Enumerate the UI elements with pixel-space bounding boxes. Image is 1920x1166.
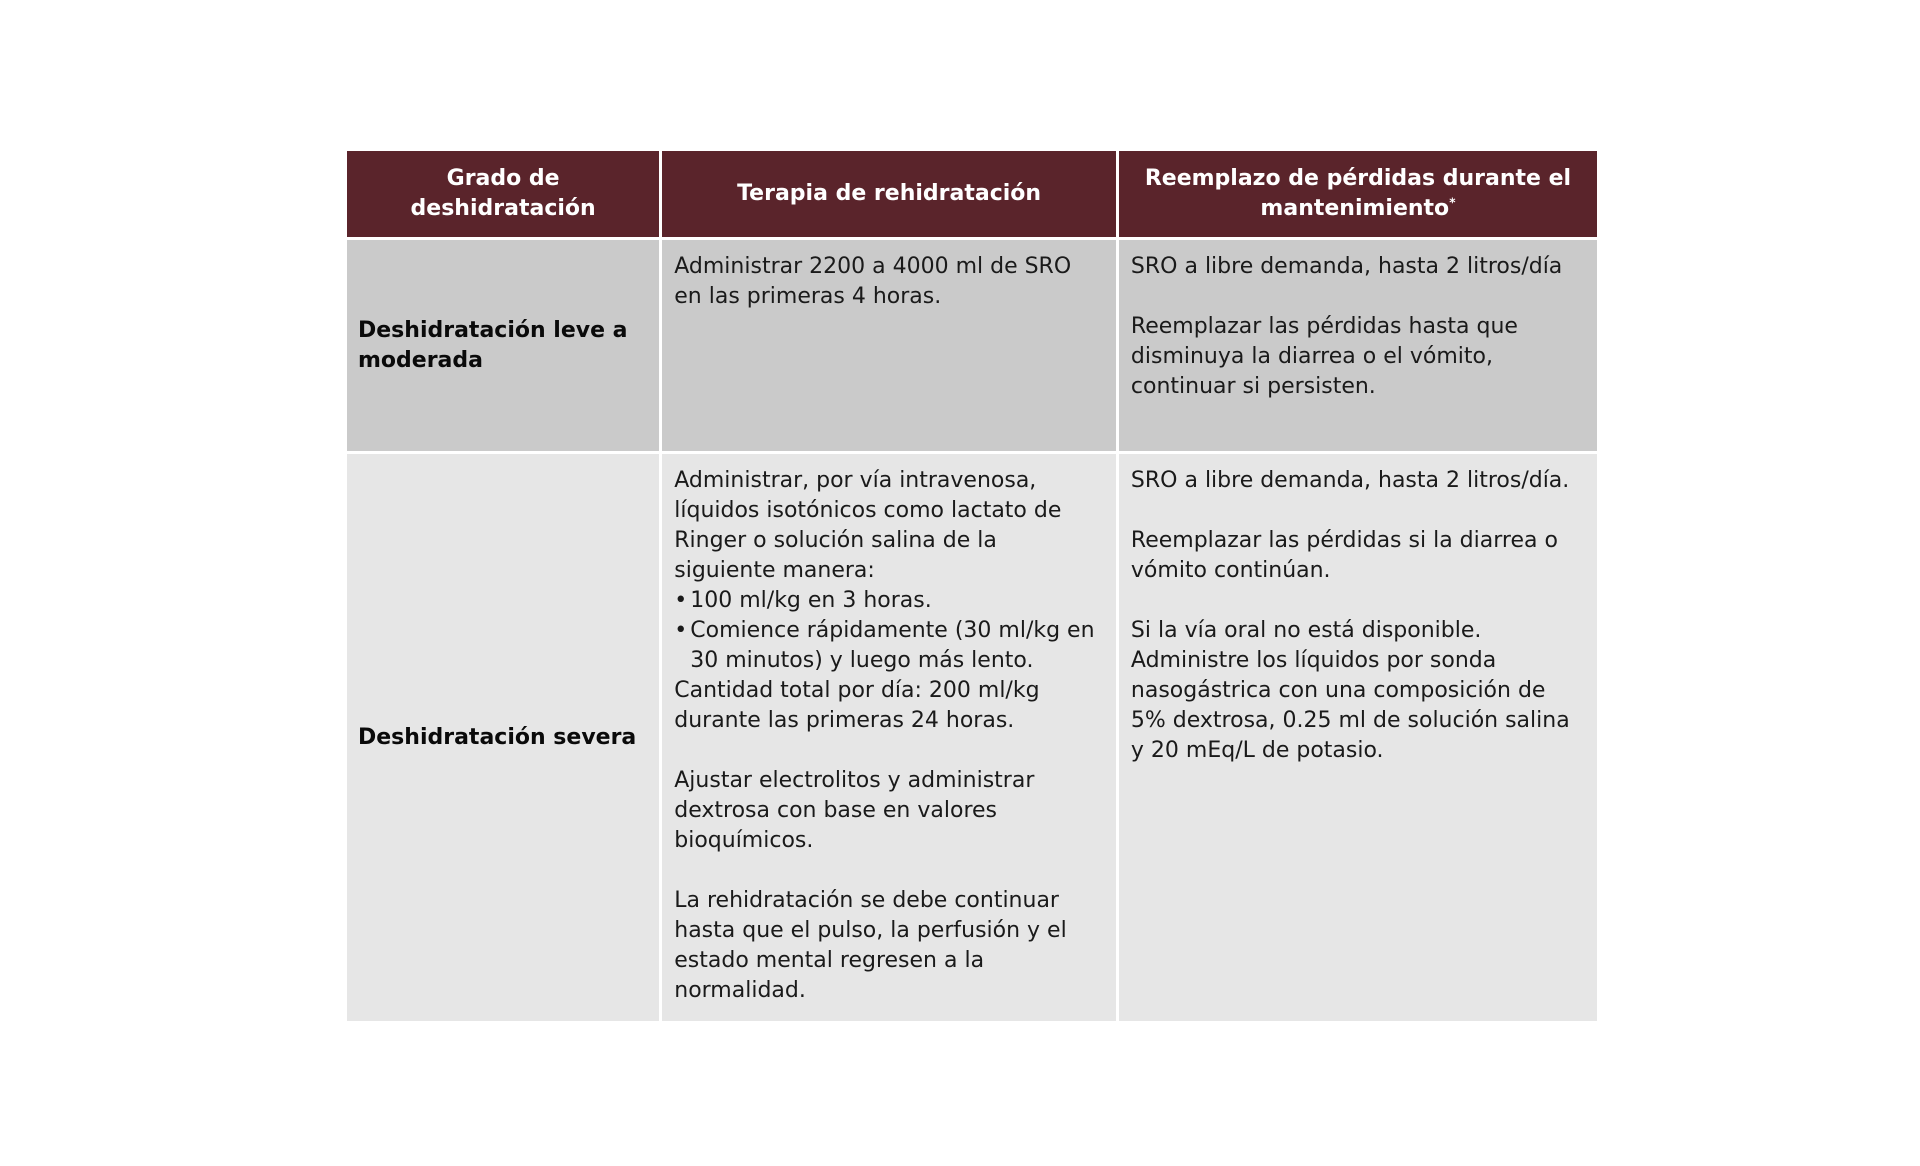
header-therapy — [662, 151, 1116, 237]
footnote-mark: * — [1449, 195, 1456, 210]
header-grade — [347, 151, 659, 237]
replacement-cell-severe — [1119, 454, 1597, 1021]
table-header-row — [347, 151, 1597, 237]
dehydration-table-container — [347, 151, 1603, 1021]
therapy-severe-p3: La rehidratación se debe continuar hasta que el pulso, la perfusión y el estado mental regresen a la normalidad. — [674, 888, 1067, 1003]
table-row-mild — [347, 240, 1597, 451]
replacement-cell-mild — [1119, 240, 1597, 451]
therapy-cell-mild — [662, 240, 1116, 451]
therapy-severe-total: Cantidad total por día: 200 ml/kg durante las primeras 24 horas. — [674, 678, 1040, 733]
replacement-severe-p2: Reemplazar las pérdidas si la diarrea o vómito continúan. — [1130, 528, 1558, 583]
replacement-severe-p3: Si la vía oral no está disponible. Administre los líquidos por sonda nasogástrica con una composición de 5% dextrosa, 0.25 ml de solución salina y 20 mEq/L de potasio. — [1130, 618, 1570, 763]
therapy-mild-text: Administrar 2200 a 4000 ml de SRO en las primeras 4 horas. — [674, 254, 1072, 309]
therapy-severe-bullets — [674, 586, 1104, 676]
dehydration-table — [344, 148, 1600, 1024]
grade-label-severe: Deshidratación severa — [358, 724, 637, 750]
therapy-cell-severe — [662, 454, 1116, 1021]
header-replacement — [1119, 151, 1597, 237]
grade-label-mild: Deshidratación leve a moderada — [358, 317, 628, 373]
grade-cell-mild — [347, 240, 659, 451]
list-item: • 100 ml/kg en 3 horas. — [674, 586, 1104, 616]
replacement-mild-p2: Reemplazar las pérdidas hasta que disminuya la diarrea o el vómito, continuar si persisten. — [1130, 314, 1518, 399]
header-grade-label: Grado de deshidratación — [410, 166, 596, 221]
replacement-mild-p1: SRO a libre demanda, hasta 2 litros/día — [1130, 254, 1563, 279]
header-replacement-label: Reemplazo de pérdidas durante el mantenimiento — [1144, 166, 1572, 221]
therapy-severe-p2: Ajustar electrolitos y administrar dextrosa con base en valores bioquímicos. — [674, 768, 1035, 853]
table-row-severe — [347, 454, 1597, 1021]
list-item: • Comience rápidamente (30 ml/kg en 30 minutos) y luego más lento. — [674, 616, 1104, 676]
replacement-severe-p1: SRO a libre demanda, hasta 2 litros/día. — [1130, 468, 1570, 493]
header-therapy-label: Terapia de rehidratación — [737, 181, 1042, 206]
grade-cell-severe — [347, 454, 659, 1021]
therapy-severe-intro: Administrar, por vía intravenosa, líquidos isotónicos como lactato de Ringer o solución salina de la siguiente manera: — [674, 468, 1062, 583]
